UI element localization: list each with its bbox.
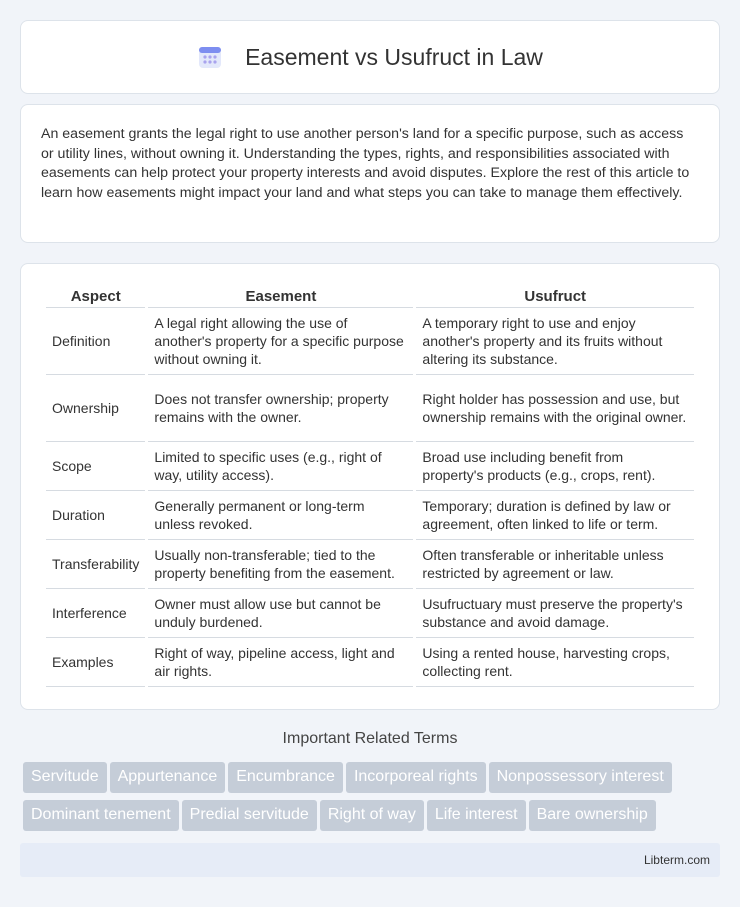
table-row [46,589,694,638]
row-easement: Right of way, pipeline access, light and air rights. [148,638,413,687]
related-term-tag[interactable]: Bare ownership [529,800,656,831]
related-term-tag[interactable]: Incorporeal rights [346,762,486,793]
row-usufruct: Temporary; duration is defined by law or agreement, often linked to life or term. [416,491,694,540]
related-term-tag[interactable]: Life interest [427,800,526,831]
row-usufruct: A temporary right to use and enjoy another's property and its fruits without altering its substance. [416,308,694,375]
row-aspect: Definition [46,308,145,375]
row-easement: A legal right allowing the use of another's property for a specific purpose without owning it. [148,308,413,375]
comparison-table-card [20,263,720,710]
row-aspect: Ownership [46,375,145,442]
related-term-tag[interactable]: Predial servitude [182,800,317,831]
comparison-table [43,284,697,687]
table-row [46,540,694,589]
row-easement: Limited to specific uses (e.g., right of way, utility access). [148,442,413,491]
row-aspect: Examples [46,638,145,687]
table-row [46,638,694,687]
row-aspect: Interference [46,589,145,638]
table-row [46,442,694,491]
table-row [46,375,694,442]
intro-text: An easement grants the legal right to use another person's land for a specific purpose, such as access or utility lines, without owning it. Understanding the types, rights, and responsibilities associated with easements can help protect your property interests and avoid disputes. Explore the rest of this article to learn how easements might impact your land and what steps you can take to manage them effectively. [41,126,690,201]
related-term-tag[interactable]: Servitude [23,762,107,793]
related-terms-list [23,762,723,838]
footer-brand-link[interactable]: Libterm.com [643,853,710,867]
row-easement: Does not transfer ownership; property remains with the owner. [148,375,413,442]
calendar-icon [197,44,223,70]
row-aspect: Scope [46,442,145,491]
page-title: Easement vs Usufruct in Law [245,43,543,70]
related-term-tag[interactable]: Appurtenance [110,762,226,793]
table-row [46,491,694,540]
intro-card [20,104,720,243]
row-usufruct: Usufructuary must preserve the property's substance and avoid damage. [416,589,694,638]
column-header-easement: Easement [148,284,413,308]
row-easement: Generally permanent or long-term unless revoked. [148,491,413,540]
row-usufruct: Broad use including benefit from property's products (e.g., crops, rent). [416,442,694,491]
column-header-aspect: Aspect [46,284,145,308]
title-card [20,20,720,94]
related-term-tag[interactable]: Right of way [320,800,424,831]
row-aspect: Duration [46,491,145,540]
related-term-tag[interactable]: Nonpossessory interest [489,762,672,793]
table-header-row [46,284,694,308]
related-term-tag[interactable]: Dominant tenement [23,800,179,831]
related-terms-heading: Important Related Terms [282,730,458,747]
row-usufruct: Often transferable or inheritable unless restricted by agreement or law. [416,540,694,589]
footer [20,843,720,877]
column-header-usufruct: Usufruct [416,284,694,308]
row-usufruct: Using a rented house, harvesting crops, collecting rent. [416,638,694,687]
row-easement: Usually non-transferable; tied to the property benefiting from the easement. [148,540,413,589]
row-aspect: Transferability [46,540,145,589]
related-term-tag[interactable]: Encumbrance [228,762,343,793]
table-row [46,308,694,375]
row-easement: Owner must allow use but cannot be unduly burdened. [148,589,413,638]
row-usufruct: Right holder has possession and use, but ownership remains with the original owner. [416,375,694,442]
